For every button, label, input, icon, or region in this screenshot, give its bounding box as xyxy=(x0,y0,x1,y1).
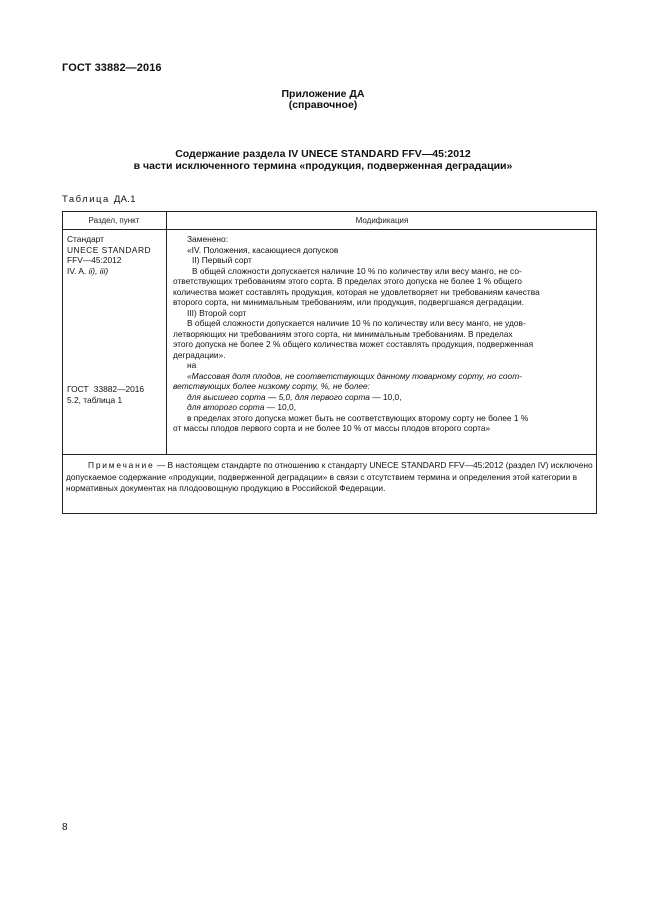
mod-line xyxy=(173,402,540,413)
mod-line: II) Первый сорт xyxy=(192,255,252,265)
column-header-section: Раздел, пункт xyxy=(88,216,140,225)
mod-line: летворяющих ни требованиям этого сорта, ни минимальным требованиям. В пределах xyxy=(173,328,513,339)
page-number: 8 xyxy=(62,822,68,833)
section-line: FFV—45:2012 xyxy=(67,255,122,265)
section-line: IV. A. ii), iii) xyxy=(67,265,109,276)
section-heading-line1: Содержание раздела IV UNECE STANDARD FFV—45:2012 xyxy=(175,148,471,160)
section-line: ГОСТ 33882—2016 xyxy=(67,384,145,394)
table-label xyxy=(62,194,136,205)
table-label-word: Таблица xyxy=(62,194,110,205)
section-line: UNECE STANDARD xyxy=(67,244,152,255)
mod-line xyxy=(173,392,540,403)
column-divider xyxy=(166,211,167,454)
mod-line: В общей сложности допускается наличие 10 % по количеству или весу манго, не со- xyxy=(192,265,522,276)
mod-line: III) Второй сорт xyxy=(187,307,247,318)
section-line: Стандарт xyxy=(67,234,104,244)
mod-fragment: — 10,0, xyxy=(264,402,297,412)
mod-line: от массы плодов первого сорта и не более 10 % от массы плодов второго сорта» xyxy=(173,423,491,433)
header-divider xyxy=(62,229,597,230)
note-word: Примечание xyxy=(88,460,155,470)
mod-line: на xyxy=(187,360,197,370)
section-cell-2 xyxy=(67,384,144,405)
mod-line: в пределах этого допуска может быть не соответствующих второму сорту не более 1 % xyxy=(187,412,529,423)
mod-line: В общей сложности допускается наличие 10 % по количеству или весу манго, не удов- xyxy=(187,318,526,328)
appendix-subtitle: (справочное) xyxy=(288,99,358,111)
mod-line: «Массовая доля плодов, не соответствующих данному товарному сорту, но соот- xyxy=(187,370,522,381)
mod-line: «IV. Положения, касающиеся допусков xyxy=(187,244,339,255)
mod-fragment: для второго сорта xyxy=(187,402,265,412)
mod-line: Заменено: xyxy=(187,234,229,244)
section-line: 5.2, таблица 1 xyxy=(67,394,123,405)
note-text: — В настоящем стандарте по отношению к стандарту UNECE STANDARD FFV—45:2012 (раздел IV) исключено допускаемое содержание «продукции, подверженной деградации» в связи с отсутствием термина и определения этой категории в нормативных документах на плодоовощную продукцию в Российской Федерации. xyxy=(66,460,593,493)
table-label-number: ДА.1 xyxy=(113,194,136,205)
note-divider xyxy=(62,454,597,455)
modification-cell xyxy=(173,234,540,434)
mod-line: количества может составлять продукция, которая не удовлетворяет ни требованиям качества xyxy=(173,286,540,297)
appendix-title: Приложение ДА xyxy=(281,88,365,100)
mod-line: ветствующих более низкому сорту, %, не более: xyxy=(173,381,370,391)
column-header-modification: Модификация xyxy=(355,216,409,225)
mod-line: второго сорта, ни минимальным требованиям, или продукция, подвергшаяся деградации. xyxy=(173,297,524,307)
table-note xyxy=(66,460,593,495)
document-code: ГОСТ 33882—2016 xyxy=(62,62,162,74)
mod-line: деградации». xyxy=(173,349,226,360)
mod-fragment: для высшего сорта — 5,0, для первого сорта xyxy=(187,391,370,402)
section-cell-1 xyxy=(67,234,151,276)
mod-fragment: — 10,0, xyxy=(369,391,402,402)
mod-line: ответствующих требованиям этого сорта. В пределах этого допуска не более 1 % общего xyxy=(173,276,522,286)
mod-line: этого допуска не более 2 % общего количества может составлять продукция, подверженная xyxy=(173,339,534,349)
section-heading-line2: в части исключенного термина «продукция, подверженная деградации» xyxy=(133,160,513,172)
